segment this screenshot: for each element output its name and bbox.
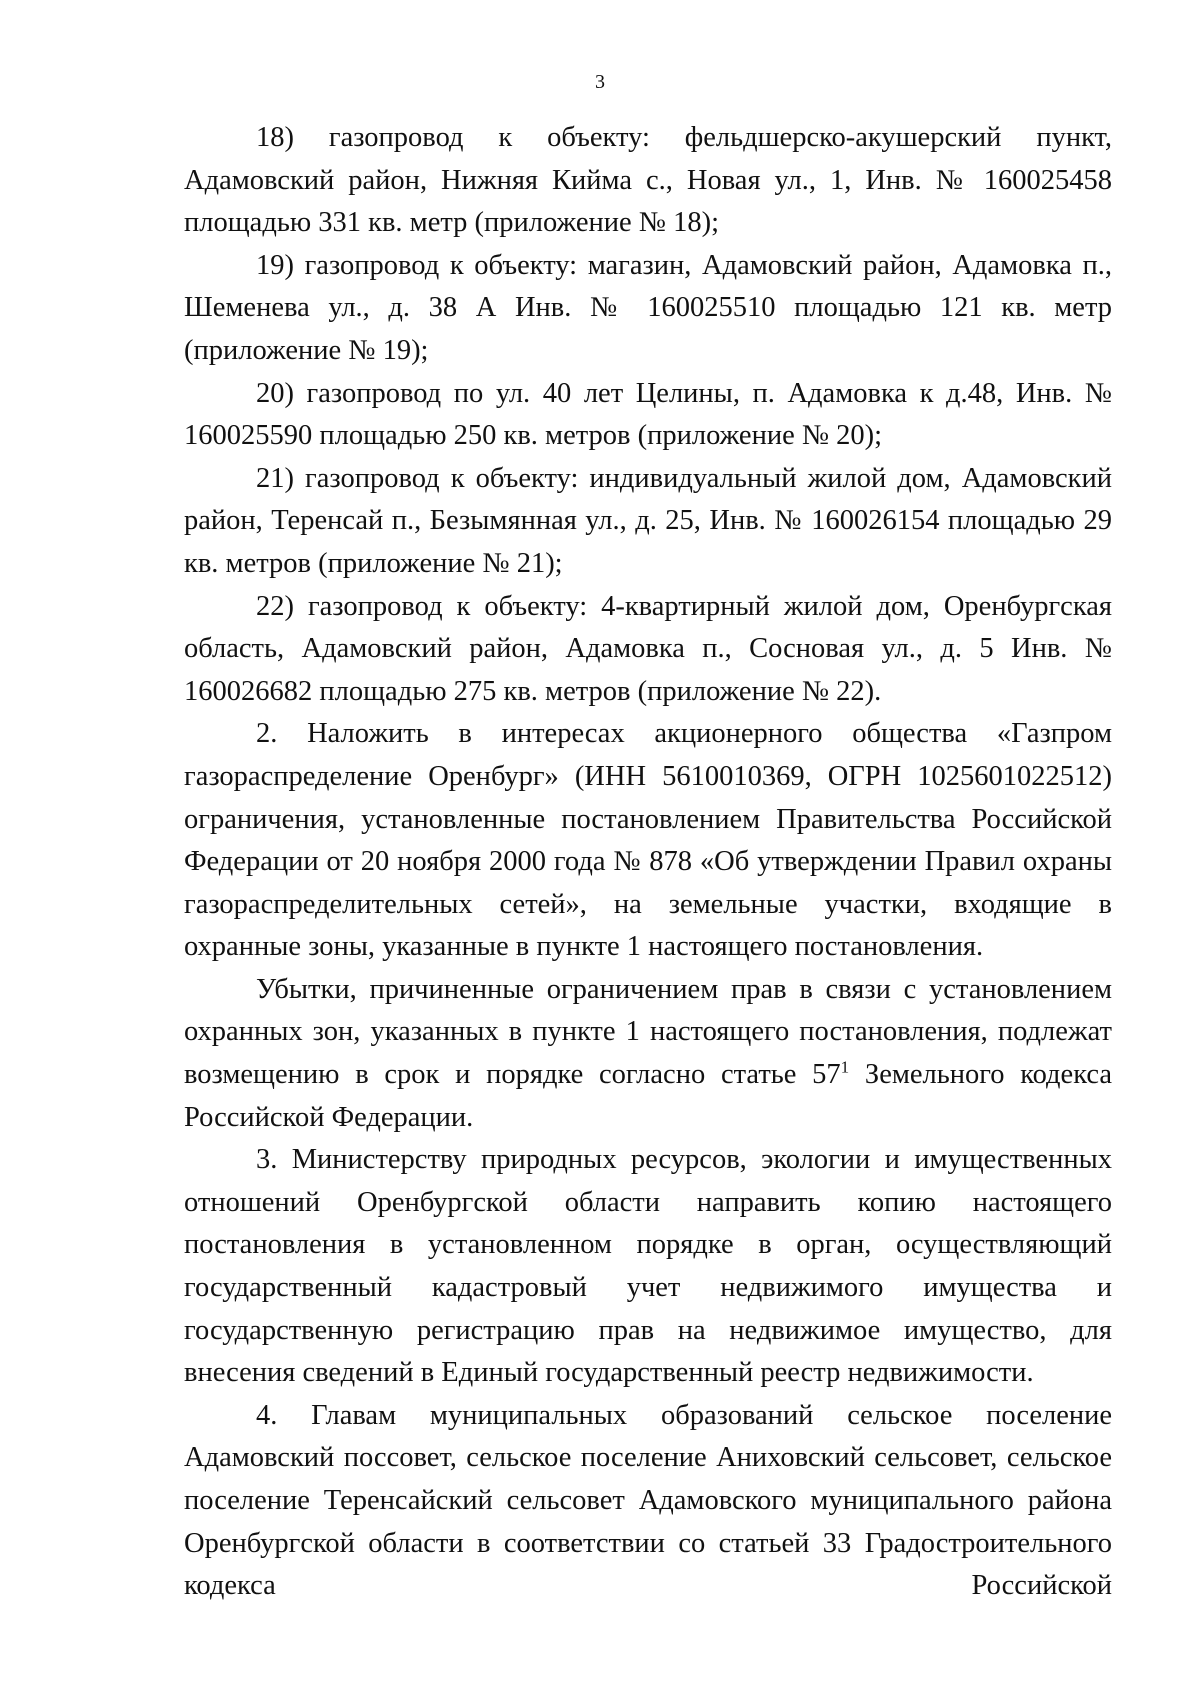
paragraph-item-20: 20) газопровод по ул. 40 лет Целины, п. Адамовка к д.48, Инв. № 160025590 площадью 250 кв. метров (приложение № 20); xyxy=(184,377,1112,452)
paragraph-item-22: 22) газопровод к объекту: 4-квартирный жилой дом, Оренбургская область, Адамовский район, Адамовка п., Сосновая ул., д. 5 Инв. № 160026682 площадью 275 кв. метров (приложение № 22). xyxy=(184,590,1112,707)
paragraph-clause-3: 3. Министерству природных ресурсов, экологии и имущественных отношений Оренбургской области направить копию настоящего постановления в установленном порядке в орган, осуществляющий государственный кадастровый учет недвижимого имущества и государственную регистрацию прав на недвижимое имущество, для внесения сведений в Единый государственный реестр недвижимости. xyxy=(184,1144,1112,1389)
losses-text-after: Земельного кодекса Российской Федерации. xyxy=(184,1059,1112,1133)
paragraph-item-18: 18) газопровод к объекту: фельдшерско-акушерский пункт, Адамовский район, Нижняя Кийма с., Новая ул., 1, Инв. № 160025458 площадью 331 кв. метр (приложение № 18); xyxy=(184,122,1112,239)
paragraph-item-21: 21) газопровод к объекту: индивидуальный жилой дом, Адамовский район, Теренсай п., Безымянная ул., д. 25, Инв. № 160026154 площадью 29 кв. метров (приложение № 21); xyxy=(184,462,1112,579)
paragraph-clause-2: 2. Наложить в интересах акционерного общества «Газпром газораспределение Оренбург» (ИНН 5610010369, ОГРН 1025601022512) ограничения, установленные постановлением Правительства Российской Федерации от 20 ноября 2000 года № 878 «Об утверждении Правил охраны газораспределительных сетей», на земельные участки, входящие в охранные зоны, указанные в пункте 1 настоящего постановления. xyxy=(184,718,1112,963)
paragraph-item-19: 19) газопровод к объекту: магазин, Адамовский район, Адамовка п., Шеменева ул., д. 38 А Инв. № 160025510 площадью 121 кв. метр (приложение № 19); xyxy=(184,249,1112,366)
losses-text-before: Убытки, причиненные ограничением прав в связи с установлением охранных зон, указанных в пункте 1 настоящего постановления, подлежат возмещению в срок и порядке согласно статье 57 xyxy=(184,973,1112,1091)
page-number: 3 xyxy=(595,71,605,93)
document-body xyxy=(184,117,1112,1608)
paragraph-losses xyxy=(184,969,1112,1139)
article-superscript: 1 xyxy=(840,1057,850,1077)
paragraph-clause-4: 4. Главам муниципальных образований сельское поселение Адамовский поссовет, сельское поселение Аниховский сельсовет, сельское поселение Теренсайский сельсовет Адамовского муниципального района Оренбургской области в соответствии со статьей 33 Градостроительного кодекса Российской xyxy=(184,1399,1112,1602)
